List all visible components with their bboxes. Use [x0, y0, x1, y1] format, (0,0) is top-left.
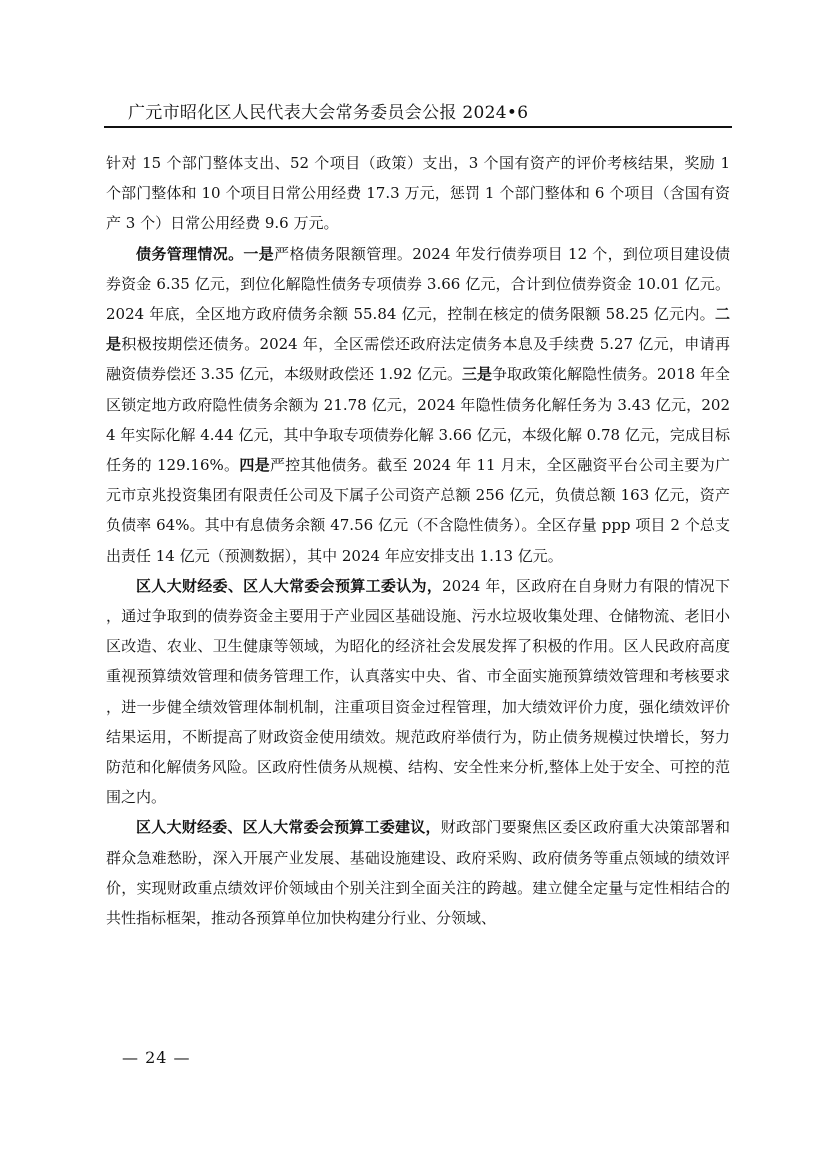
page-number: — 24 —	[122, 1048, 191, 1067]
paragraph-text: 2024 年，区政府在自身财力有限的情况下，通过争取到的债券资金主要用于产业园区基础设施、污水垃圾收集处理、仓储物流、老旧小区改造、农业、卫生健康等领域，为昭化的经济社会发展发挥了积极的作用。区人民政府高度重视预算绩效管理和债务管理工作，认真落实中央、省、市全面实施预算绩效管理和考核要求，进一步健全绩效管理体制机制，注重项目资金过程管理，加大绩效评价力度，强化绩效评价结果运用，不断提高了财政资金使用绩效。规范政府举债行为，防止债务规模过快增长，努力防范和化解债务风险。区政府性债务从规模、结构、安全性来分析,整体上处于安全、可控的范围之内。	[106, 576, 730, 807]
document-body	[106, 148, 730, 933]
paragraph-debt-management	[106, 239, 730, 571]
paragraph-text: 积极按期偿还债务。2024 年，全区需偿还政府法定债务本息及手续费 5.27 亿元，申请再融资债券偿还 3.35 亿元，本级财政偿还 1.92 亿元。	[106, 335, 730, 384]
paragraph-text: 严控其他债务。截至 2024 年 11 月末，全区融资平台公司主要为广元市京兆投资集团有限责任公司及下属子公司资产总额 256 亿元，负债总额 163 亿元，资产负债率 64%。其中有息债务余额 47.56 亿元（不含隐性债务）。全区存量 ppp 项目 2 个总支出责任 14 亿元（预测数据），其中 2024 年应安排支出 1.13 亿元。	[106, 456, 730, 565]
section-heading: 区人大财经委、区人大常委会预算工委建议，	[136, 818, 441, 837]
paragraph-text: 争取政策化解隐性债务。2018 年全区锁定地方政府隐性债务余额为 21.78 亿元，2024 年隐性债务化解任务为 3.43 亿元，2024 年实际化解 4.44 亿元，其中争取专项债券化解 3.66 亿元，本级化解 0.78 亿元，完成目标任务的 129.16%。	[106, 365, 730, 475]
section-heading: 区人大财经委、区人大常委会预算工委认为，	[136, 576, 443, 595]
paragraph-evaluation-results	[106, 148, 730, 239]
point-marker: 三是	[461, 365, 492, 384]
point-marker: 一是	[243, 244, 275, 263]
paragraph-text: 严格债务限额管理。2024 年发行债券项目 12 个，到位项目建设债券资金 6.35 亿元，到位化解隐性债务专项债券 3.66 亿元，合计到位债券资金 10.01 亿元。2024 年底，全区地方政府债务余额 55.84 亿元，控制在核定的债务限额 58.25 亿元内。	[106, 244, 730, 324]
point-marker: 二是	[106, 305, 730, 354]
header-divider	[104, 126, 732, 128]
point-marker: 四是	[239, 456, 270, 475]
paragraph-text: 针对 15 个部门整体支出、52 个项目（政策）支出，3 个国有资产的评价考核结果，奖励 1 个部门整体和 10 个项目日常公用经费 17.3 万元，惩罚 1 个部门整体和 6 个项目（含国有资产 3 个）日常公用经费 9.6 万元。	[106, 154, 730, 233]
page-header-title: 广元市昭化区人民代表大会常务委员会公报 2024•6	[128, 103, 529, 123]
paragraph-text: 财政部门要聚焦区委区政府重大决策部署和群众急难愁盼，深入开展产业发展、基础设施建设、政府采购、政府债务等重点领域的绩效评价，实现财政重点绩效评价领域由个别关注到全面关注的跨越。建立健全定量与定性相结合的共性指标框架，推动各预算单位加快构建分行业、分领域、	[106, 818, 730, 928]
paragraph-committee-suggestion	[106, 812, 730, 933]
section-heading: 债务管理情况。	[136, 244, 244, 263]
paragraph-committee-opinion	[106, 571, 730, 813]
